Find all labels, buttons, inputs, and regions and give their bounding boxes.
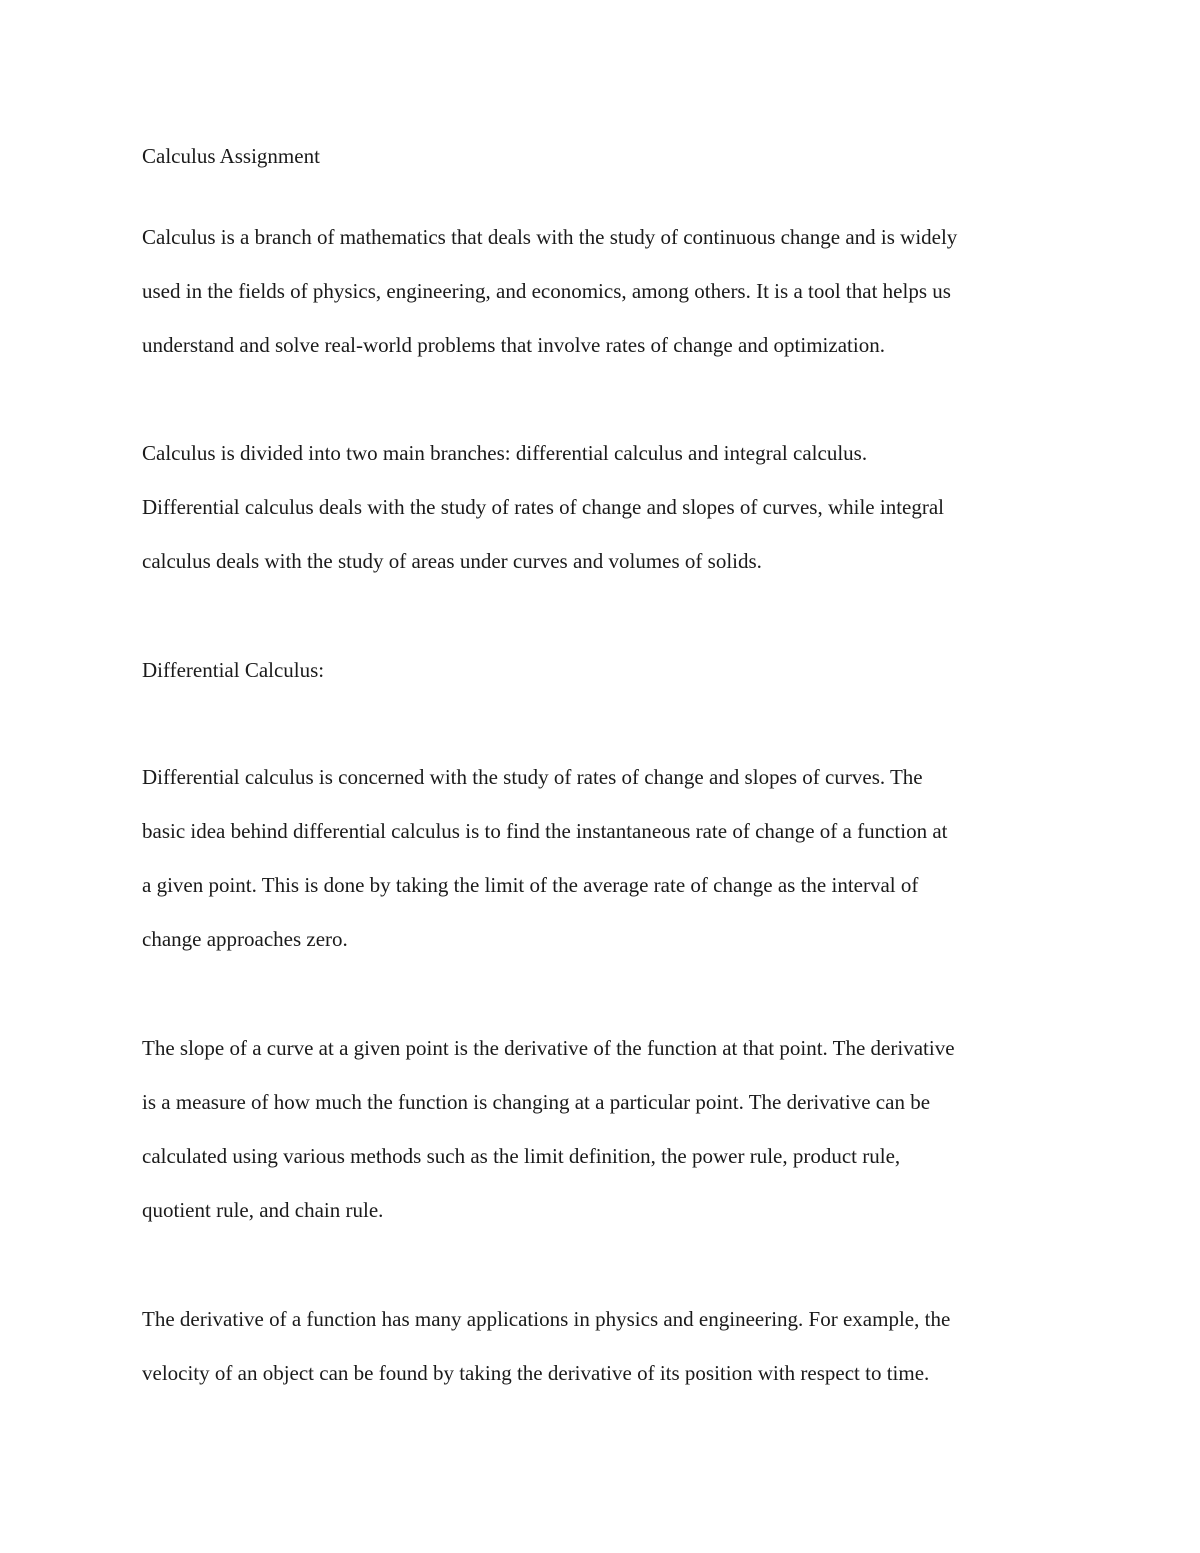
paragraph-5-line-1: The slope of a curve at a given point is the derivative of the function at that point. The derivative xyxy=(142,1036,955,1060)
paragraph-2-line-1: Calculus is divided into two main branches: differential calculus and integral calculus. xyxy=(142,441,868,465)
paragraph-5-line-4: quotient rule, and chain rule. xyxy=(142,1198,384,1222)
paragraph-4-line-3: a given point. This is done by taking the limit of the average rate of change as the interval of xyxy=(142,873,919,897)
document-title: Calculus Assignment xyxy=(142,144,320,168)
paragraph-6-line-1: The derivative of a function has many applications in physics and engineering. For example, the xyxy=(142,1307,951,1331)
paragraph-1-line-1: Calculus is a branch of mathematics that deals with the study of continuous change and is widely xyxy=(142,225,958,249)
paragraph-1-line-3: understand and solve real-world problems that involve rates of change and optimization. xyxy=(142,333,885,357)
paragraph-6-line-2: velocity of an object can be found by taking the derivative of its position with respect to time. xyxy=(142,1361,930,1385)
paragraph-4-line-4: change approaches zero. xyxy=(142,927,348,951)
paragraph-4-line-1: Differential calculus is concerned with the study of rates of change and slopes of curves. The xyxy=(142,765,923,789)
paragraph-5-line-2: is a measure of how much the function is changing at a particular point. The derivative can be xyxy=(142,1090,931,1114)
paragraph-5-line-3: calculated using various methods such as the limit definition, the power rule, product rule, xyxy=(142,1144,901,1168)
paragraph-1-line-2: used in the fields of physics, engineering, and economics, among others. It is a tool that helps us xyxy=(142,279,951,303)
paragraph-2-line-2: Differential calculus deals with the study of rates of change and slopes of curves, while integral xyxy=(142,495,945,519)
paragraph-2-line-3: calculus deals with the study of areas under curves and volumes of solids. xyxy=(142,549,762,573)
paragraph-4-line-2: basic idea behind differential calculus is to find the instantaneous rate of change of a function at xyxy=(142,819,948,843)
section-heading-differential-calculus: Differential Calculus: xyxy=(142,658,325,682)
